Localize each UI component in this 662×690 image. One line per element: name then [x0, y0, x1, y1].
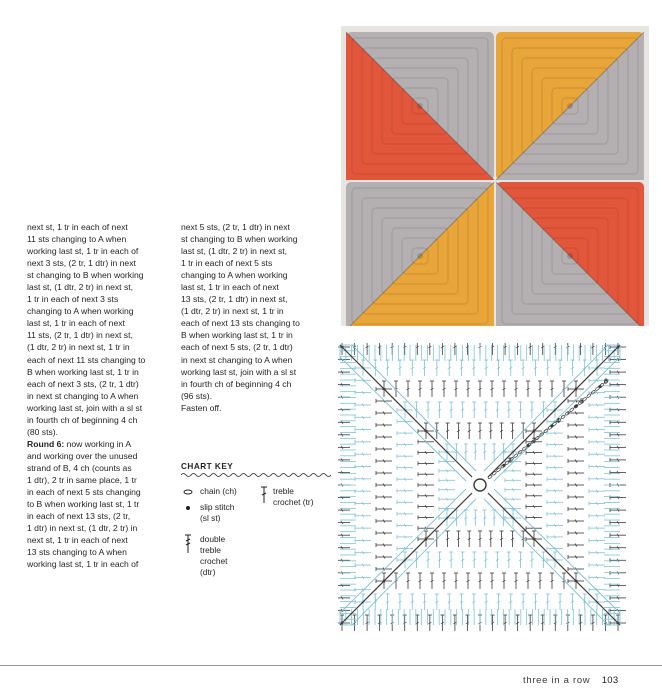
text-line: changing to A when working — [27, 306, 134, 317]
text-line: 11 sts changing to A when — [27, 234, 127, 245]
chart-key-title: CHART KEY — [181, 462, 234, 471]
crochet-square — [346, 32, 494, 180]
text-line: next 5 sts, (2 tr, 1 dtr) in next — [181, 222, 290, 232]
text-line: last st, (1 dtr, 2 tr) in next st, — [181, 246, 288, 257]
key-slip-label-1: slip stitch — [200, 502, 235, 512]
treble-symbol-icon — [259, 486, 269, 504]
text-line: each of next 11 sts changing to — [27, 354, 146, 365]
text-line: working last st, join with a sl st — [27, 402, 143, 413]
text-line: (96 sts). — [181, 390, 213, 401]
text-line: each of next 3 sts, (2 tr, 1 dtr) — [27, 378, 139, 389]
text-line: to B when working last st, 1 tr — [27, 499, 140, 510]
crochet-chart-diagram — [338, 343, 650, 655]
text-line: in next st changing to A when — [27, 390, 139, 401]
round-label: Round 6: — [27, 438, 65, 449]
crochet-square — [346, 182, 494, 326]
text-line: in next st changing to A when — [181, 354, 293, 365]
text-line: and working over the unused — [27, 450, 138, 461]
footer-rule — [0, 665, 662, 666]
text-line: st changing to B when working — [27, 270, 144, 281]
text-line — [27, 438, 167, 450]
page-number: 103 — [601, 675, 619, 686]
key-dtr-label-2: treble — [200, 545, 221, 555]
text-line: B when working last st, 1 tr in — [181, 330, 293, 341]
text-line: 1 tr in each of next 3 sts — [27, 294, 119, 305]
text-line: 11 sts, (2 tr, 1 dtr) in next st, — [27, 330, 133, 341]
text-line: in fourth ch of beginning 4 ch — [27, 414, 138, 425]
text-line: in each of next 13 sts, (2 tr, — [27, 511, 131, 522]
slip-stitch-symbol-icon — [185, 505, 191, 511]
key-dtr-label-4: (dtr) — [200, 567, 216, 577]
text-line: 1 dtr) in next st, (1 dtr, 2 tr) in — [27, 523, 138, 534]
text-line: 1 dtr), 2 tr in same place, 1 tr — [27, 474, 137, 485]
chart-key-wave-divider — [181, 472, 331, 478]
text-line: working last st, join with a sl st — [181, 366, 297, 377]
footer-title: three in a row — [523, 675, 591, 686]
round-text: now working in A — [64, 438, 132, 449]
text-line: working last st, 1 tr in each of — [27, 246, 139, 257]
key-chain-label: chain (ch) — [200, 486, 237, 496]
text-line: 13 sts changing to A when — [27, 547, 127, 558]
text-line: working last st, 1 tr in each of — [27, 559, 139, 570]
text-line: last st, (1 dtr, 2 tr) in next st, — [27, 282, 134, 293]
crochet-square — [496, 182, 644, 326]
text-line: in each of next 5 sts changing — [27, 487, 141, 498]
text-line: 1 tr in each of next 5 sts — [181, 258, 273, 269]
crochet-squares-photo — [341, 26, 649, 326]
double-treble-symbol-icon — [183, 534, 193, 554]
text-line: (1 dtr, 2 tr) in next st, 1 tr in — [181, 306, 284, 317]
text-line: next st, 1 tr in each of next — [27, 222, 128, 232]
text-line: each of next 5 sts, (2 tr, 1 dtr) — [181, 342, 293, 353]
key-dtr-label-1: double — [200, 534, 226, 544]
text-line: changing to A when working — [181, 270, 288, 281]
chart-round-label: 4 — [556, 417, 560, 425]
running-footer — [523, 675, 618, 686]
text-line: strand of B, 4 ch (counts as — [27, 462, 132, 473]
text-line: last st, 1 tr in each of next — [27, 318, 125, 329]
text-line: each of next 13 sts changing to — [181, 318, 300, 329]
text-line: next 3 sts, (2 tr, 1 dtr) in next — [27, 258, 136, 269]
key-dtr-label-3: crochet — [200, 556, 228, 566]
text-line: Fasten off. — [181, 402, 222, 413]
key-tr-label-1: treble — [273, 486, 294, 496]
text-line: st changing to B when working — [181, 234, 298, 245]
text-line: 13 sts, (2 tr, 1 dtr) in next st, — [181, 294, 288, 305]
instructions-column-2 — [181, 221, 331, 414]
crochet-square — [496, 32, 644, 180]
chart-round-label: 2 — [508, 457, 512, 465]
chart-round-label: 6 — [604, 378, 608, 386]
chart-round-label: 3 — [532, 437, 536, 445]
chain-symbol-icon — [183, 489, 193, 495]
key-slip-label-2: (sl st) — [200, 513, 221, 523]
text-line: (1 dtr, 2 tr) in next st, 1 tr in — [27, 342, 130, 353]
chart-round-label: 5 — [580, 398, 584, 406]
instructions-column-1 — [27, 221, 167, 570]
text-line: in fourth ch of beginning 4 ch — [181, 378, 292, 389]
text-line: next st, 1 tr in each of next — [27, 535, 128, 546]
text-line: B when working last st, 1 tr in — [27, 366, 139, 377]
text-line: last st, 1 tr in each of next — [181, 282, 279, 293]
key-tr-label-2: crochet (tr) — [273, 497, 314, 507]
text-line: (80 sts). — [27, 426, 59, 437]
chart-center-ring — [474, 479, 486, 491]
